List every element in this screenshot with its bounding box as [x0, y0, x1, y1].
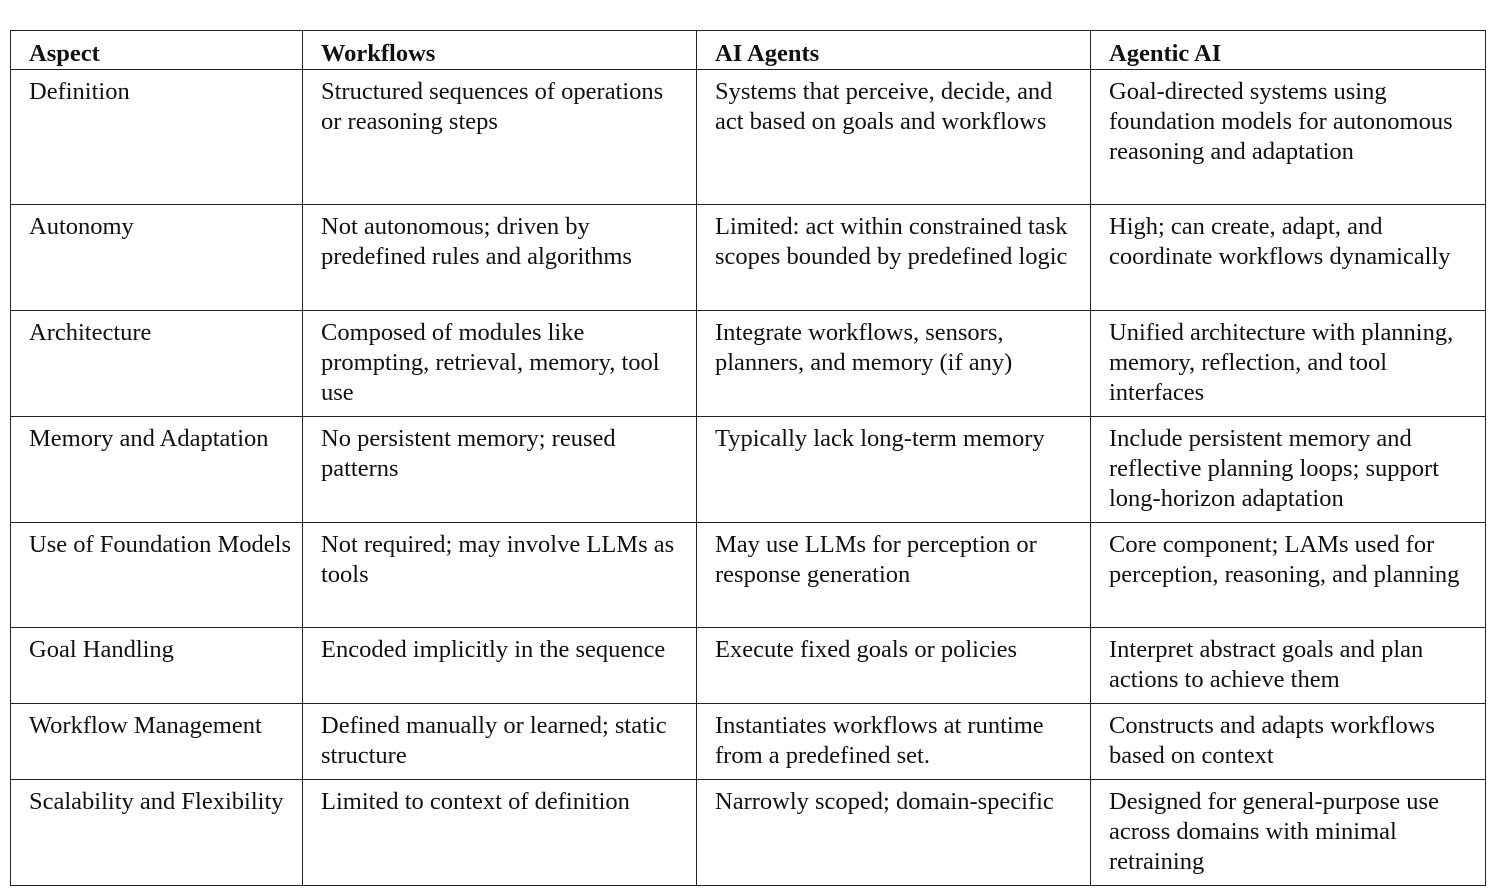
cell-workflows: Not autonomous; driven by predefined rules and algorithms [303, 205, 697, 311]
cell-workflows: Not required; may involve LLMs as tools [303, 523, 697, 628]
cell-agentic-ai: Constructs and adapts workflows based on context [1091, 704, 1486, 780]
cell-ai-agents: Integrate workflows, sensors, planners, and memory (if any) [697, 311, 1091, 417]
cell-agentic-ai: High; can create, adapt, and coordinate workflows dynamically [1091, 205, 1486, 311]
cell-workflows: Limited to context of definition [303, 780, 697, 886]
header-agentic-ai: Agentic AI [1091, 31, 1486, 70]
cell-agentic-ai: Interpret abstract goals and plan actions to achieve them [1091, 628, 1486, 704]
table-row [11, 628, 1486, 704]
row-aspect: Goal Handling [11, 628, 303, 704]
row-aspect: Workflow Management [11, 704, 303, 780]
table-row [11, 205, 1486, 311]
header-workflows: Workflows [303, 31, 697, 70]
header-aspect: Aspect [11, 31, 303, 70]
cell-ai-agents: Execute fixed goals or policies [697, 628, 1091, 704]
cell-ai-agents: May use LLMs for perception or response generation [697, 523, 1091, 628]
cell-ai-agents: Instantiates workflows at runtime from a predefined set. [697, 704, 1091, 780]
table-row [11, 417, 1486, 523]
cell-workflows: Structured sequences of operations or reasoning steps [303, 70, 697, 205]
cell-ai-agents: Typically lack long-term memory [697, 417, 1091, 523]
cell-agentic-ai: Goal-directed systems using foundation models for autonomous reasoning and adaptation [1091, 70, 1486, 205]
table-row [11, 704, 1486, 780]
cell-agentic-ai: Designed for general-purpose use across domains with minimal retraining [1091, 780, 1486, 886]
header-row [11, 31, 1486, 70]
cell-ai-agents: Limited: act within constrained task scopes bounded by predefined logic [697, 205, 1091, 311]
cell-agentic-ai: Include persistent memory and reflective planning loops; support long-horizon adaptation [1091, 417, 1486, 523]
cell-workflows: Encoded implicitly in the sequence [303, 628, 697, 704]
cell-ai-agents: Systems that perceive, decide, and act based on goals and workflows [697, 70, 1091, 205]
cell-agentic-ai: Core component; LAMs used for perception, reasoning, and planning [1091, 523, 1486, 628]
table-row [11, 311, 1486, 417]
comparison-table [10, 30, 1486, 886]
row-aspect: Autonomy [11, 205, 303, 311]
row-aspect: Definition [11, 70, 303, 205]
header-ai-agents: AI Agents [697, 31, 1091, 70]
cell-agentic-ai: Unified architecture with planning, memory, reflection, and tool interfaces [1091, 311, 1486, 417]
row-aspect: Scalability and Flexibility [11, 780, 303, 886]
table-row [11, 523, 1486, 628]
cell-workflows: Composed of modules like prompting, retrieval, memory, tool use [303, 311, 697, 417]
row-aspect: Memory and Adaptation [11, 417, 303, 523]
table-row [11, 70, 1486, 205]
cell-workflows: Defined manually or learned; static structure [303, 704, 697, 780]
cell-workflows: No persistent memory; reused patterns [303, 417, 697, 523]
row-aspect: Architecture [11, 311, 303, 417]
row-aspect: Use of Foundation Models [11, 523, 303, 628]
cell-ai-agents: Narrowly scoped; domain-specific [697, 780, 1091, 886]
table-row [11, 780, 1486, 886]
